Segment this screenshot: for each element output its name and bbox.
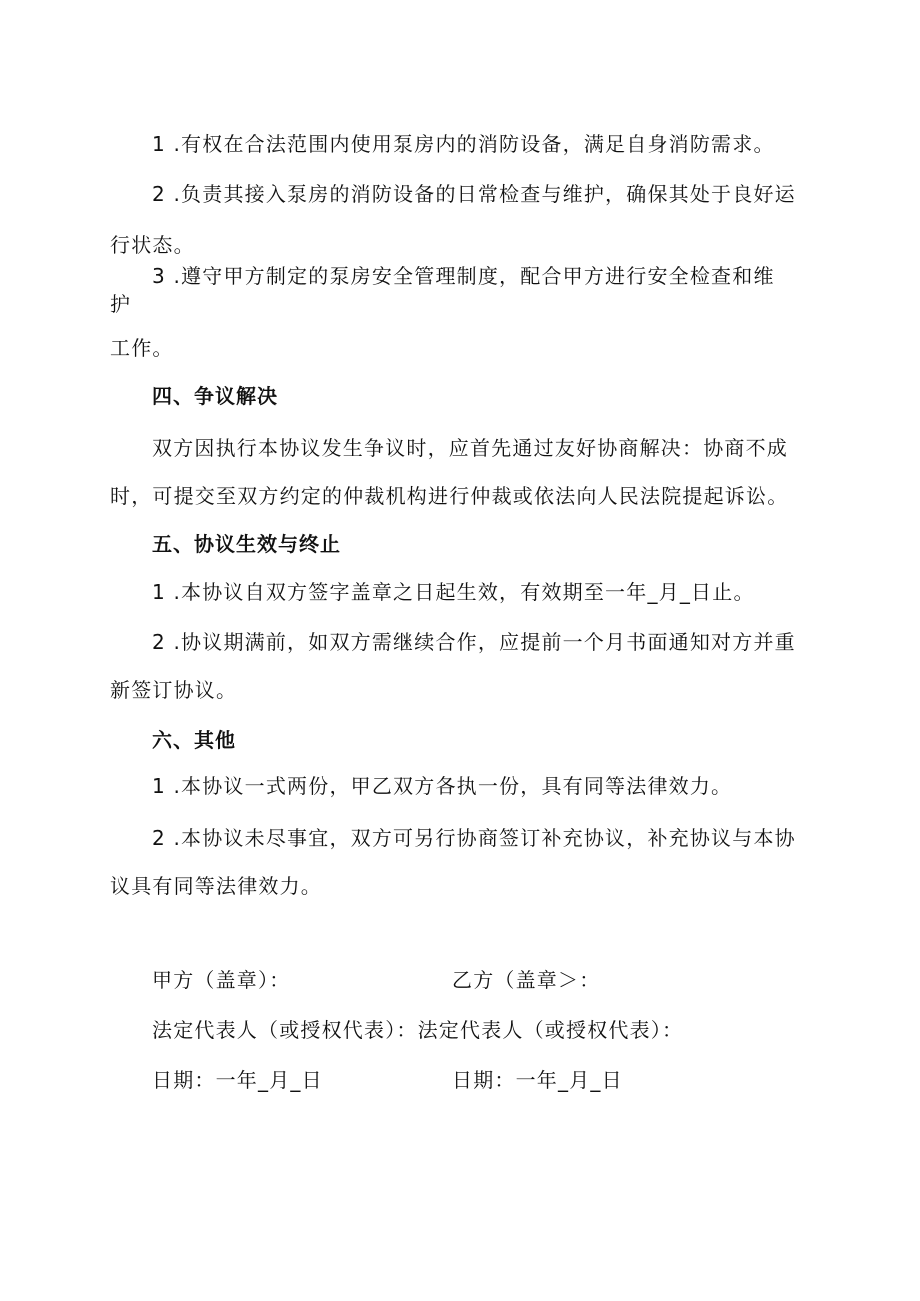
clause-text: 2 .负责其接入泵房的消防设备的日常检查与维护，确保其处于良好运 bbox=[152, 182, 796, 206]
clause-text: 护 bbox=[110, 292, 132, 316]
paragraph-text: 时，可提交至双方约定的仲裁机构进行仲裁或依法向人民法院提起诉讼。 bbox=[110, 484, 789, 508]
clause-text: 议具有同等法律效力。 bbox=[110, 874, 322, 898]
party-a-date-label: 日期：一年_月_日 bbox=[152, 1068, 323, 1092]
clause-text: 3 .遵守甲方制定的泵房安全管理制度，配合甲方进行安全检查和维 bbox=[152, 264, 775, 288]
clause-text: 1 .本协议一式两份，甲乙双方各执一份，具有同等法律效力。 bbox=[152, 774, 733, 798]
paragraph-text: 双方因执行本协议发生争议时，应首先通过友好协商解决：协商不成 bbox=[152, 436, 788, 460]
party-b-seal-label: 乙方（盖章＞： bbox=[452, 968, 601, 992]
clause-text: 新签订协议。 bbox=[110, 678, 238, 702]
clause-text: 1 .本协议自双方签字盖章之日起生效，有效期至一年_月_日止。 bbox=[152, 580, 755, 604]
representatives-label: 法定代表人（或授权代表）：法定代表人（或授权代表）： bbox=[152, 1018, 684, 1042]
section-heading: 四、争议解决 bbox=[152, 384, 278, 408]
clause-text: 1 .有权在合法范围内使用泵房内的消防设备，满足自身消防需求。 bbox=[152, 132, 775, 156]
party-b-date-label: 日期：一年_月_日 bbox=[452, 1068, 623, 1092]
clause-text: 工作。 bbox=[110, 336, 174, 360]
section-heading: 五、协议生效与终止 bbox=[152, 532, 341, 556]
clause-text: 2 .协议期满前，如双方需继续合作，应提前一个月书面通知对方并重 bbox=[152, 630, 796, 654]
clause-text: 行状态。 bbox=[110, 233, 195, 257]
section-heading: 六、其他 bbox=[152, 728, 236, 752]
clause-text: 2 .本协议未尽事宜，双方可另行协商签订补充协议，补充协议与本协 bbox=[152, 826, 796, 850]
party-a-seal-label: 甲方（盖章）： bbox=[152, 968, 291, 992]
